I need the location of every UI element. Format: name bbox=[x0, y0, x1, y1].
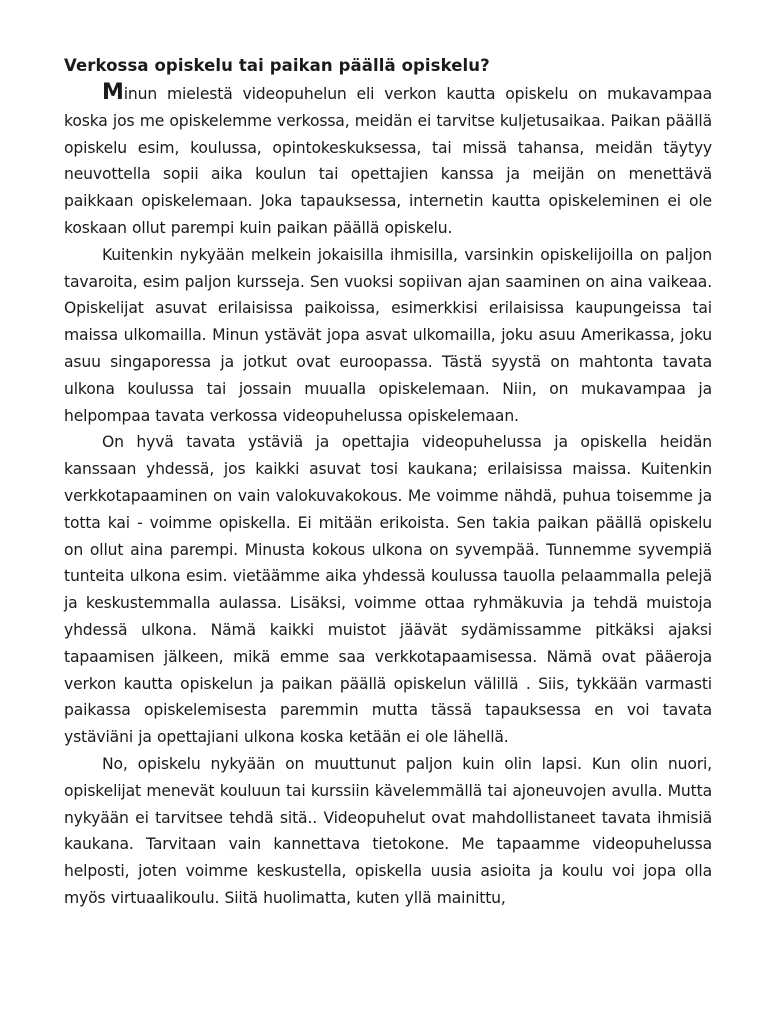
paragraph-1-text: inun mielestä videopuhelun eli verkon kautta opiskelu on mukavampaa koska jos me opiskelemme verkossa, meidän ei tarvitse kuljetusaikaa. Paikan päällä opiskelu esim, koulussa, opintokeskuksessa, tai missä tahansa, meidän täytyy neuvottella sopii aika koulun tai opettajien kanssa ja meijän on menettävä paikkaan opiskelemaan. Joka tapauksessa, internetin kautta opiskeleminen ei ole koskaan ollut parempi kuin paikan päällä opiskelu. bbox=[64, 85, 712, 237]
paragraph-3: On hyvä tavata ystäviä ja opettajia videopuhelussa ja opiskella heidän kanssaan yhdessä, jos kaikki asuvat tosi kaukana; erilaisissa maissa. Kuitenkin verkkotapaaminen on vain valokuvakokous. Me voimme nähdä, puhua toisemme ja totta kai - voimme opiskella. Ei mitään erikoista. Sen takia paikan päällä opiskelu on ollut aina parempi. Minusta kokous ulkona on syvempää. Tunnemme syvempiä tunteita ulkona esim. vietäämme aika yhdessä koulussa tauolla pelaammalla pelejä ja keskustemmalla aulassa. Lisäksi, voimme ottaa ryhmäkuvia ja tehdä muistoja yhdessä ulkona. Nämä kaikki muistot jäävät sydämissamme pitkäksi ajaksi tapaamisen jälkeen, mikä emme saa verkkotapaamisessa. Nämä ovat pääeroja verkon kautta opiskelun ja paikan päällä opiskelun välillä . Siis, tykkään varmasti paikassa opiskelemisesta paremmin mutta tässä tapauksessa en voi tavata ystäviäni ja opettajiani ulkona koska ketään ei ole lähellä. bbox=[64, 433, 712, 747]
paragraph-2: Kuitenkin nykyään melkein jokaisilla ihmisilla, varsinkin opiskelijoilla on paljon tavaroita, esim paljon kursseja. Sen vuoksi sopiivan ajan saaminen on aina vaikeaa. Opiskelijat asuvat erilaisissa paikoissa, esimerkkisi erilaisissa kaupungeissa tai maissa ulkomailla. Minun ystävät jopa asvat ulkomailla, joku asuu Amerikassa, joku asuu singaporessa ja jotkut ovat euroopassa. Tästä syystä on mahtonta tavata ulkona koulussa tai jossain muualla opiskelemaan. Niin, on mukavampaa ja helpompaa tavata verkossa videopuhelussa opiskelemaan. bbox=[64, 245, 712, 425]
document-title: Verkossa opiskelu tai paikan päällä opiskelu? bbox=[64, 56, 490, 75]
drop-cap: M bbox=[102, 80, 124, 105]
paragraph-4: No, opiskelu nykyään on muuttunut paljon kuin olin lapsi. Kun olin nuori, opiskelijat menevät kouluun tai kurssiin kävelemmällä tai ajoneuvojen avulla. Mutta nykyään ei tarvitsee tehdä sitä.. Videopuhelut ovat mahdollistaneet tavata ihmisiä kaukana. Tarvitaan vain kannettava tietokone. Me tapaamme videopuhelussa helposti, joten voimme keskustella, opiskella uusia asioita ja koulu voi jopa olla myös virtuaalikoulu. Siitä huolimatta, kuten yllä mainittu, bbox=[64, 754, 712, 907]
paragraph-1 bbox=[64, 81, 712, 242]
document-page bbox=[64, 52, 712, 912]
